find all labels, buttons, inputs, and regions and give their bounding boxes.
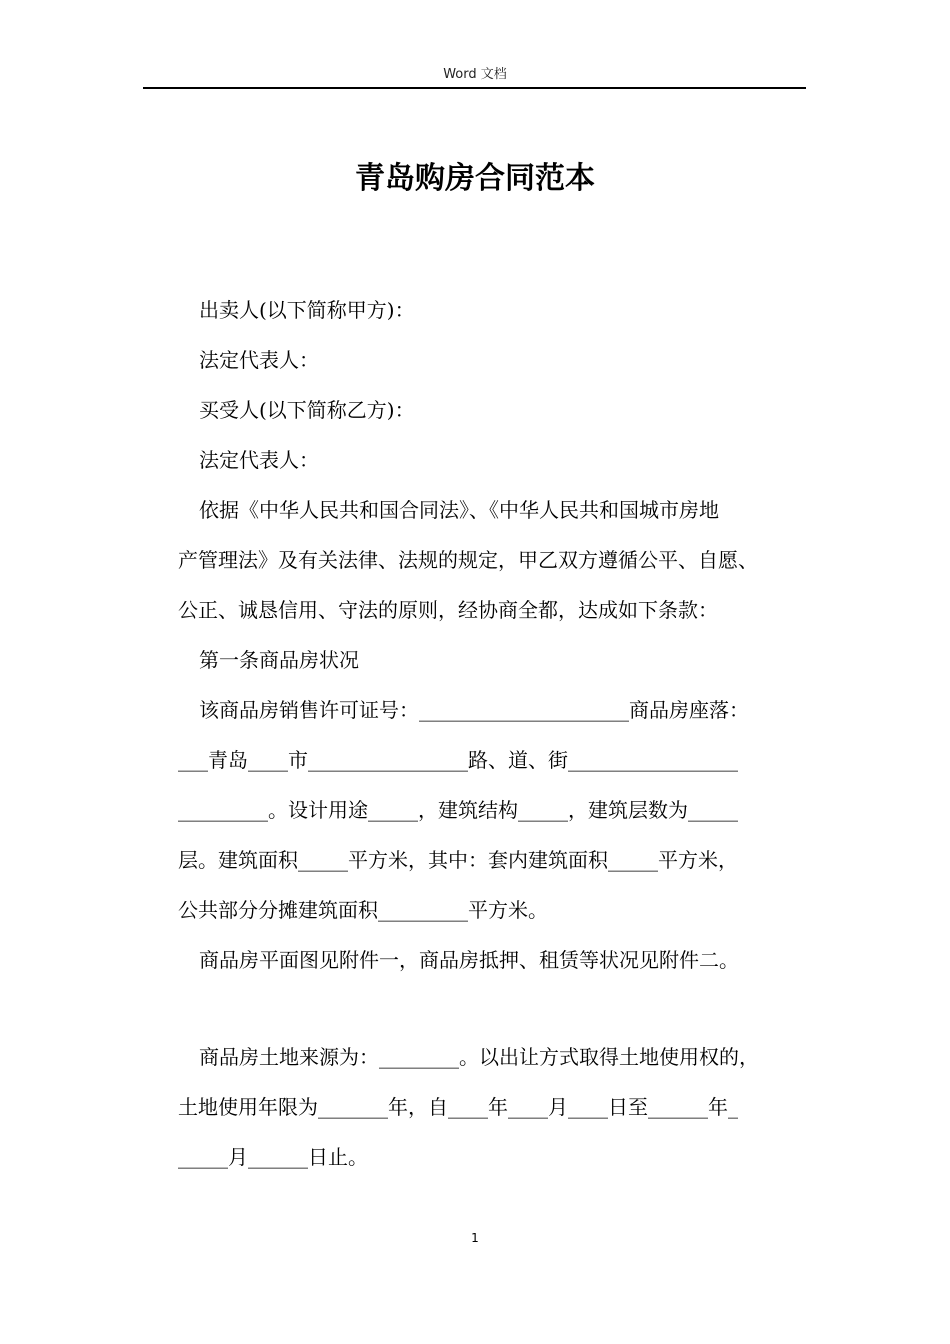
paragraph-land-source-line-2: 土地使用年限为_______年，自____年____月____日至______年_ [178, 1095, 738, 1119]
article-one-heading: 第一条商品房状况 [199, 648, 359, 672]
paragraph-property-line-1: 该商品房销售许可证号：_____________________商品房座落： [199, 698, 749, 722]
paragraph-seller-representative: 法定代表人： [199, 348, 319, 372]
paragraph-land-source-line-1: 商品房土地来源为：________。以出让方式取得土地使用权的， [199, 1045, 759, 1069]
page-header: Word 文档 [443, 67, 507, 82]
paragraph-property-line-5: 公共部分分摊建筑面积_________平方米。 [178, 898, 548, 922]
header-rule [143, 87, 806, 89]
paragraph-property-line-3: _________。设计用途_____，建筑结构_____，建筑层数为_____ [178, 798, 738, 822]
paragraph-legal-basis-line-2: 产管理法》及有关法律、法规的规定，甲乙双方遵循公平、自愿、 [178, 548, 758, 572]
paragraph-property-line-4: 层。建筑面积_____平方米，其中：套内建筑面积_____平方米， [178, 848, 738, 872]
paragraph-property-line-2: ___青岛____市________________路、道、街_________________ [178, 748, 738, 772]
paragraph-buyer: 买受人(以下简称乙方)： [199, 398, 415, 422]
paragraph-buyer-representative: 法定代表人： [199, 448, 319, 472]
page-number: 1 [471, 1231, 479, 1245]
paragraph-legal-basis-line-3: 公正、诚恳信用、守法的原则，经协商全都，达成如下条款： [178, 598, 718, 622]
paragraph-seller: 出卖人(以下简称甲方)： [199, 298, 415, 322]
paragraph-legal-basis-line-1: 依据《中华人民共和国合同法》、《中华人民共和国城市房地 [199, 498, 719, 522]
document-title: 青岛购房合同范本 [355, 161, 595, 196]
paragraph-attachments: 商品房平面图见附件一，商品房抵押、租赁等状况见附件二。 [199, 948, 739, 972]
paragraph-land-source-line-3: _____月______日止。 [178, 1145, 368, 1169]
